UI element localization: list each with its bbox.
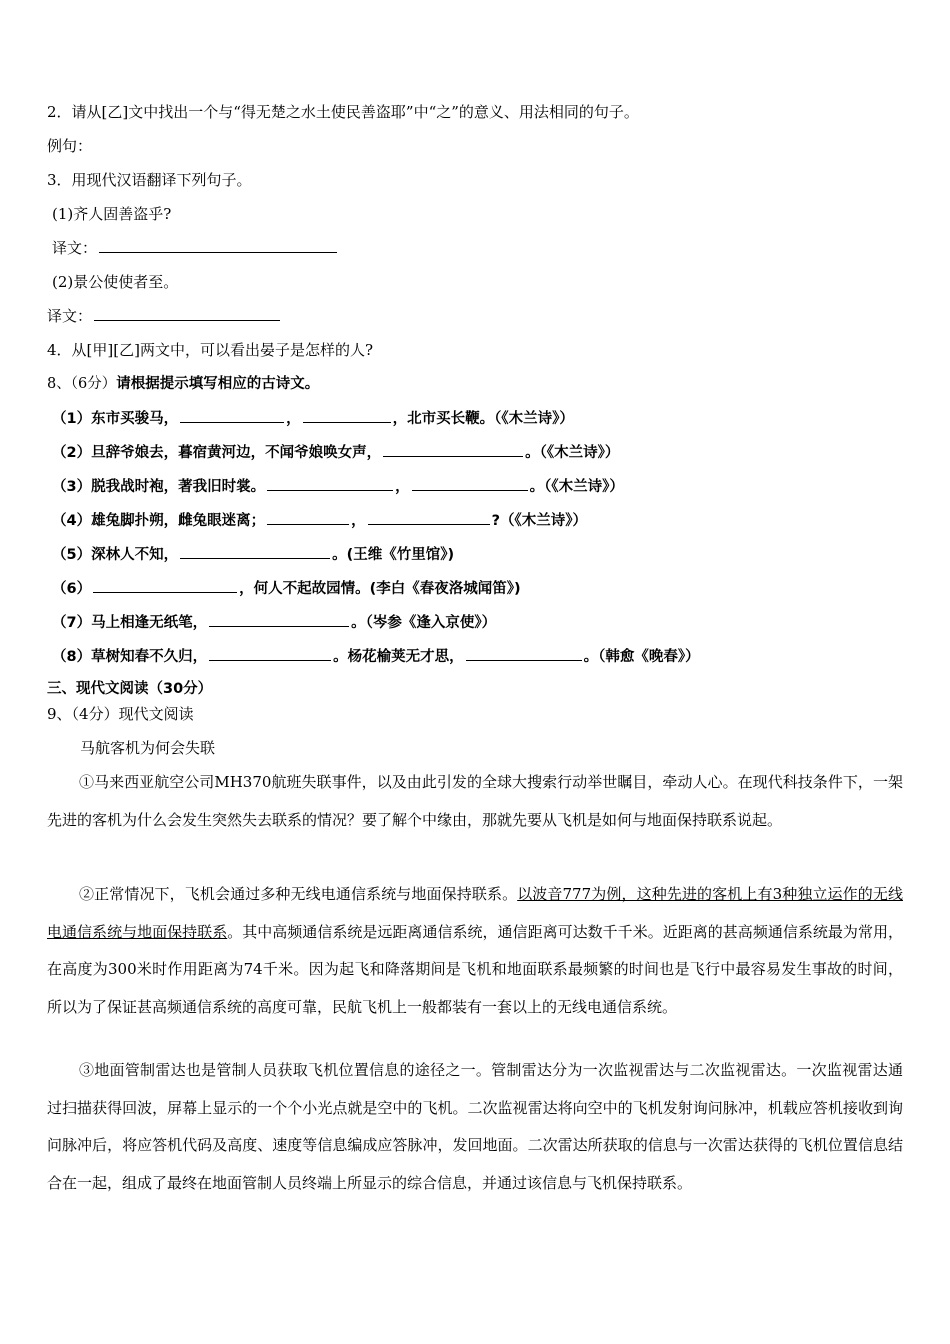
answer-blank[interactable] xyxy=(94,305,280,321)
question-2-example-label: 例句： xyxy=(47,137,93,155)
answer-blank[interactable] xyxy=(466,645,582,661)
answer-blank[interactable] xyxy=(209,645,331,661)
poem-item-6 xyxy=(52,577,521,600)
answer-blank[interactable] xyxy=(209,611,349,627)
paragraph-text: 。其中高频通信系统是远距离通信系统，通信距离可达数千千米。近距离的甚高频通信系统最为常用，在高度为300米时作用距离为74千米。因为起飞和降落期间是飞机和地面联系最频繁的时间也是飞行中最容易发生事故的时间，所以为了保证甚高频通信系统的高度可靠，民航飞机上一般都装有一套以上的无线电通信系统。 xyxy=(47,922,903,1016)
question-3-sentence-2: (2)景公使使者至。 xyxy=(52,273,179,291)
article-paragraph-1 xyxy=(47,764,903,839)
question-4: 4．从[甲][乙]两文中，可以看出晏子是怎样的人? xyxy=(47,341,373,359)
answer-blank[interactable] xyxy=(303,407,391,423)
poem-item-8 xyxy=(52,645,700,668)
translation-label: 译文： xyxy=(47,307,93,325)
paragraph-text: ②正常情况下，飞机会通过多种无线电通信系统与地面保持联系。 xyxy=(79,885,518,903)
question-3-sentence-1: (1)齐人固善盗乎? xyxy=(52,205,172,223)
poem-text: （1）东市买骏马， xyxy=(52,411,179,427)
poem-item-5 xyxy=(52,543,454,566)
answer-blank[interactable] xyxy=(412,475,528,491)
poem-text: （4）雄兔脚扑朔，雌兔眼迷离； xyxy=(52,513,266,529)
answer-blank[interactable] xyxy=(267,509,349,525)
poem-text: ， xyxy=(351,513,366,529)
answer-blank[interactable] xyxy=(368,509,490,525)
question-3-translation-1 xyxy=(52,237,339,259)
question-9-header: 9、（4分）现代文阅读 xyxy=(47,705,194,723)
poem-text: （8）草树知春不久归， xyxy=(52,649,208,665)
answer-blank[interactable] xyxy=(99,237,337,253)
question-8-header xyxy=(47,373,319,395)
poem-text: （6） xyxy=(52,581,92,597)
question-8-prompt: 请根据提示填写相应的古诗文。 xyxy=(116,376,320,392)
poem-text: （5）深林人不知， xyxy=(52,547,179,563)
poem-text: ， xyxy=(395,479,410,495)
underlined-sentence: 以波音777为例，这种先进的客机上有3种独立运作的无线电通信系统与地面保持联系 xyxy=(47,885,903,941)
poem-item-3 xyxy=(52,475,624,498)
answer-blank[interactable] xyxy=(180,407,284,423)
poem-text: （2）旦辞爷娘去，暮宿黄河边，不闻爷娘唤女声， xyxy=(52,445,382,461)
answer-blank[interactable] xyxy=(383,441,523,457)
poem-text: 。（岑参《逢入京使》） xyxy=(351,615,497,631)
answer-blank[interactable] xyxy=(267,475,393,491)
question-8-number: 8、（6分） xyxy=(47,376,117,392)
answer-blank[interactable] xyxy=(180,543,330,559)
article-paragraph-2 xyxy=(47,876,903,1026)
poem-text: 。(王维《竹里馆》) xyxy=(332,547,455,563)
question-3-translation-2 xyxy=(47,305,282,327)
poem-item-1 xyxy=(52,407,574,430)
poem-text: 。（韩愈《晚春》） xyxy=(583,649,700,665)
translation-label: 译文： xyxy=(52,239,98,257)
poem-item-2 xyxy=(52,441,619,464)
poem-item-4 xyxy=(52,509,587,532)
poem-text: 。（《木兰诗》） xyxy=(525,445,620,461)
article-paragraph-3 xyxy=(47,1052,903,1202)
section-3-title: 三、现代文阅读（30分） xyxy=(47,681,213,697)
poem-text: 。杨花榆荚无才思， xyxy=(333,649,464,665)
poem-text: ?（《木兰诗》） xyxy=(491,513,588,529)
article-title: 马航客机为何会失联 xyxy=(80,739,216,757)
answer-blank[interactable] xyxy=(93,577,237,593)
poem-text: 。（《木兰诗》） xyxy=(529,479,624,495)
poem-text: （3）脱我战时袍，著我旧时裳。 xyxy=(52,479,266,495)
paragraph-text: ③地面管制雷达也是管制人员获取飞机位置信息的途径之一。管制雷达分为一次监视雷达与二次监视雷达。一次监视雷达通过扫描获得回波，屏幕上显示的一个个小光点就是空中的飞机。二次监视雷达将向空中的飞机发射询问脉冲，机载应答机接收到询问脉冲后，将应答机代码及高度、速度等信息编成应答脉冲，发回地面。二次雷达所获取的信息与一次雷达获得的飞机位置信息结合在一起，组成了最终在地面管制人员终端上所显示的综合信息，并通过该信息与飞机保持联系。 xyxy=(47,1061,903,1192)
question-3: 3．用现代汉语翻译下列句子。 xyxy=(47,171,252,189)
poem-text: ， xyxy=(286,411,301,427)
paragraph-text: ①马来西亚航空公司MH370航班失联事件，以及由此引发的全球大搜索行动举世瞩目，牵动人心。在现代科技条件下，一架先进的客机为什么会发生突然失去联系的情况？要了解个中缘由，那就先要从飞机是如何与地面保持联系说起。 xyxy=(47,773,903,829)
poem-text: （7）马上相逢无纸笔， xyxy=(52,615,208,631)
poem-text: ，何人不起故园情。(李白《春夜洛城闻笛》) xyxy=(239,581,521,597)
poem-item-7 xyxy=(52,611,496,634)
poem-text: ，北市买长鞭。（《木兰诗》） xyxy=(392,411,574,427)
question-2: 2．请从[乙]文中找出一个与“得无楚之水土使民善盗耶”中“之”的意义、用法相同的句子。 xyxy=(47,103,639,121)
